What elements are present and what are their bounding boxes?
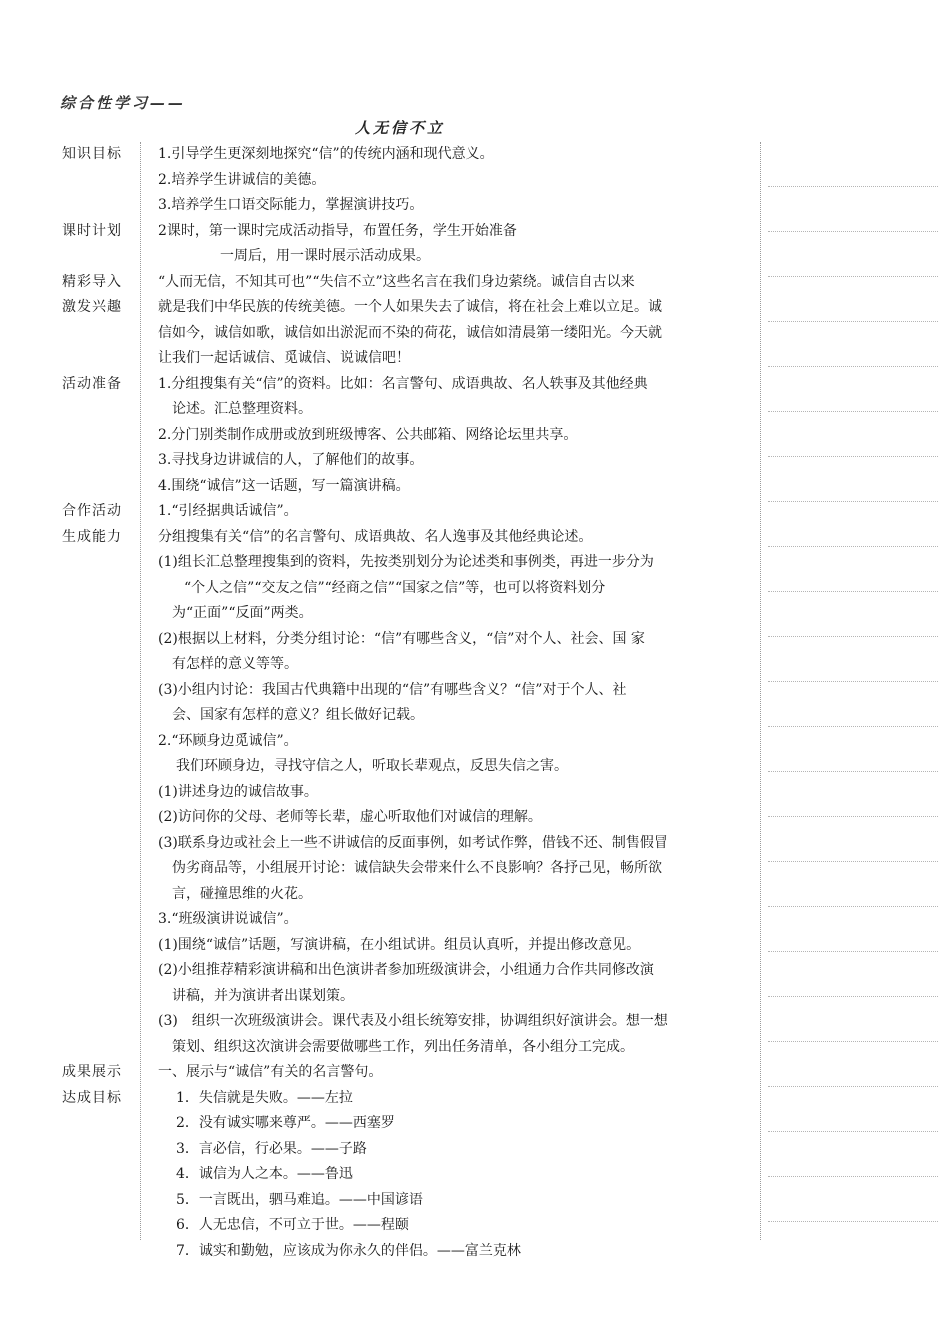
label-text: 合作活动 — [62, 503, 122, 519]
quote-item: 6．人无忠信，不可立于世。——程颐 — [176, 1217, 409, 1233]
quote-item: 7．诚实和勤勉，应该成为你永久的伴侣。——富兰克林 — [176, 1242, 521, 1259]
label-text: 知识目标 — [62, 146, 122, 162]
section-body — [158, 499, 758, 1060]
section-preparation — [0, 372, 760, 500]
section-label — [62, 1060, 142, 1264]
note-line — [768, 637, 938, 682]
section-label — [62, 219, 142, 270]
notes-margin — [768, 142, 938, 1240]
lesson-title: 人无信不立 — [354, 119, 445, 137]
note-line — [768, 1132, 938, 1177]
section-body — [158, 219, 758, 270]
text-line: 让我们一起话诚信、觅诚信、说诚信吧！ — [158, 350, 410, 366]
section-label — [62, 270, 142, 372]
note-line — [768, 277, 938, 322]
label-text: 生成能力 — [62, 528, 122, 545]
note-line — [768, 412, 938, 457]
text-line: 一、展示与“诚信”有关的名言警句。 — [158, 1064, 383, 1080]
list-item: 2.培养学生讲诚信的美德。 — [158, 171, 326, 188]
list-item: 4.围绕“诚信”这一话题，写一篇演讲稿。 — [158, 477, 410, 494]
section-schedule — [0, 219, 760, 270]
activity-heading: 3.“班级演讲说诚信”。 — [158, 911, 298, 927]
list-item-continuation: “个人之信”“交友之信”“经商之信”“国家之信”等，也可以将资料划分 — [184, 579, 606, 596]
list-item-continuation: 伪劣商品等，小组展开讨论：诚信缺失会带来什么不良影响？各抒己见，畅所欲 — [172, 860, 662, 876]
section-knowledge-goals — [0, 142, 760, 219]
activity-heading: 1.“引经据典话诚信”。 — [158, 503, 298, 519]
list-item: (2)小组推荐精彩演讲稿和出色演讲者参加班级演讲会，小组通力合作共同修改演 — [158, 962, 654, 978]
section-label — [62, 142, 142, 219]
list-item: 1.引导学生更深刻地探究“信”的传统内涵和现代意义。 — [158, 146, 494, 162]
list-item: 1.分组搜集有关“信”的资料。比如：名言警句、成语典故、名人轶事及其他经典 — [158, 375, 648, 392]
list-item: (3)联系身边或社会上一些不讲诚信的反面事例，如考试作弊，借钱不还、制售假冒 — [158, 834, 668, 851]
list-item: (1)讲述身边的诚信故事。 — [158, 783, 318, 800]
list-item: 3.寻找身边讲诚信的人，了解他们的故事。 — [158, 452, 424, 468]
notes-column-divider — [760, 142, 761, 1240]
list-item-continuation: 言，碰撞思维的火花。 — [172, 885, 312, 902]
section-body — [158, 142, 758, 219]
note-line — [768, 142, 938, 187]
note-line — [768, 592, 938, 637]
list-item: 2.分门别类制作成册或放到班级博客、公共邮箱、网络论坛里共享。 — [158, 426, 578, 443]
text-line: 就是我们中华民族的传统美德。一个人如果失去了诚信，将在社会上难以立足。诚 — [158, 299, 662, 315]
note-line — [768, 1177, 938, 1222]
label-text: 达成目标 — [62, 1089, 122, 1106]
note-line — [768, 1042, 938, 1087]
quote-item: 4．诚信为人之本。——鲁迅 — [176, 1166, 353, 1182]
text-line: 分组搜集有关“信”的名言警句、成语典故、名人逸事及其他经典论述。 — [158, 528, 593, 545]
list-item: (1)围绕“诚信”话题，写演讲稿，在小组试讲。组员认真听，并提出修改意见。 — [158, 936, 641, 953]
lesson-plan-body — [0, 142, 760, 1264]
list-item-continuation: 有怎样的意义等等。 — [172, 656, 298, 672]
list-item-continuation: 策划、组织这次演讲会需要做哪些工作，列出任务清单，各小组分工完成。 — [172, 1038, 634, 1055]
note-line — [768, 952, 938, 997]
section-header-title: 综合性学习—— — [60, 94, 187, 112]
label-text: 激发兴趣 — [62, 299, 122, 315]
label-text: 课时计划 — [62, 222, 122, 239]
list-item: (3)小组内讨论：我国古代典籍中出现的“信”有哪些含义？“信”对于个人、社 — [158, 681, 627, 698]
quote-item: 5．一言既出，驷马难追。——中国谚语 — [176, 1191, 423, 1208]
list-item-continuation: 会、国家有怎样的意义？组长做好记载。 — [172, 707, 424, 723]
text-line: 2课时，第一课时完成活动指导，布置任务，学生开始准备 — [158, 222, 517, 239]
list-item: (2)根据以上材料，分类分组讨论：“信”有哪些含义，“信”对个人、社会、国 家 — [158, 630, 645, 647]
section-label — [62, 372, 142, 500]
note-line — [768, 682, 938, 727]
note-line — [768, 367, 938, 412]
list-item: 3.培养学生口语交际能力，掌握演讲技巧。 — [158, 197, 424, 213]
note-line — [768, 457, 938, 502]
note-line — [768, 862, 938, 907]
note-line — [768, 232, 938, 277]
quote-item: 3．言必信，行必果。——子路 — [176, 1140, 367, 1157]
text-line: 信如今，诚信如歌，诚信如出淤泥而不染的荷花，诚信如清晨第一缕阳光。今天就 — [158, 324, 662, 341]
note-line — [768, 502, 938, 547]
section-body — [158, 372, 758, 500]
label-text: 精彩导入 — [62, 273, 122, 290]
section-body — [158, 270, 758, 372]
note-line — [768, 817, 938, 862]
list-item: (2)访问你的父母、老师等长辈，虚心听取他们对诚信的理解。 — [158, 809, 542, 825]
text-line: “人而无信，不知其可也”“失信不立”这些名言在我们身边萦绕。诚信自古以来 — [158, 273, 635, 290]
note-line — [768, 772, 938, 817]
section-introduction — [0, 270, 760, 372]
activity-heading: 2.“环顾身边觅诚信”。 — [158, 732, 298, 749]
text-line: 一周后，用一课时展示活动成果。 — [220, 248, 430, 264]
label-text: 成果展示 — [62, 1064, 122, 1080]
label-text: 活动准备 — [62, 375, 122, 392]
section-cooperative-activities — [0, 499, 760, 1060]
note-line — [768, 727, 938, 772]
text-line: 我们环顾身边，寻找守信之人，听取长辈观点，反思失信之害。 — [176, 758, 568, 774]
note-line — [768, 997, 938, 1042]
list-item: (1)组长汇总整理搜集到的资料，先按类别划分为论述类和事例类，再进一步分为 — [158, 554, 654, 570]
note-line — [768, 1087, 938, 1132]
note-line — [768, 187, 938, 232]
note-line — [768, 322, 938, 367]
section-body — [158, 1060, 758, 1264]
quote-item: 2．没有诚实哪来尊严。——西塞罗 — [176, 1115, 395, 1131]
list-item-continuation: 论述。汇总整理资料。 — [172, 401, 312, 417]
section-label — [62, 499, 142, 1060]
list-item-continuation: 为“正面”“反面”两类。 — [172, 605, 313, 621]
list-item: (3) 组织一次班级演讲会。课代表及小组长统筹安排，协调组织好演讲会。想一想 — [158, 1013, 668, 1029]
quote-item: 1．失信就是失败。——左拉 — [176, 1089, 353, 1106]
list-item-continuation: 讲稿，并为演讲者出谋划策。 — [172, 987, 354, 1004]
note-line — [768, 547, 938, 592]
section-results — [0, 1060, 760, 1264]
note-line — [768, 907, 938, 952]
